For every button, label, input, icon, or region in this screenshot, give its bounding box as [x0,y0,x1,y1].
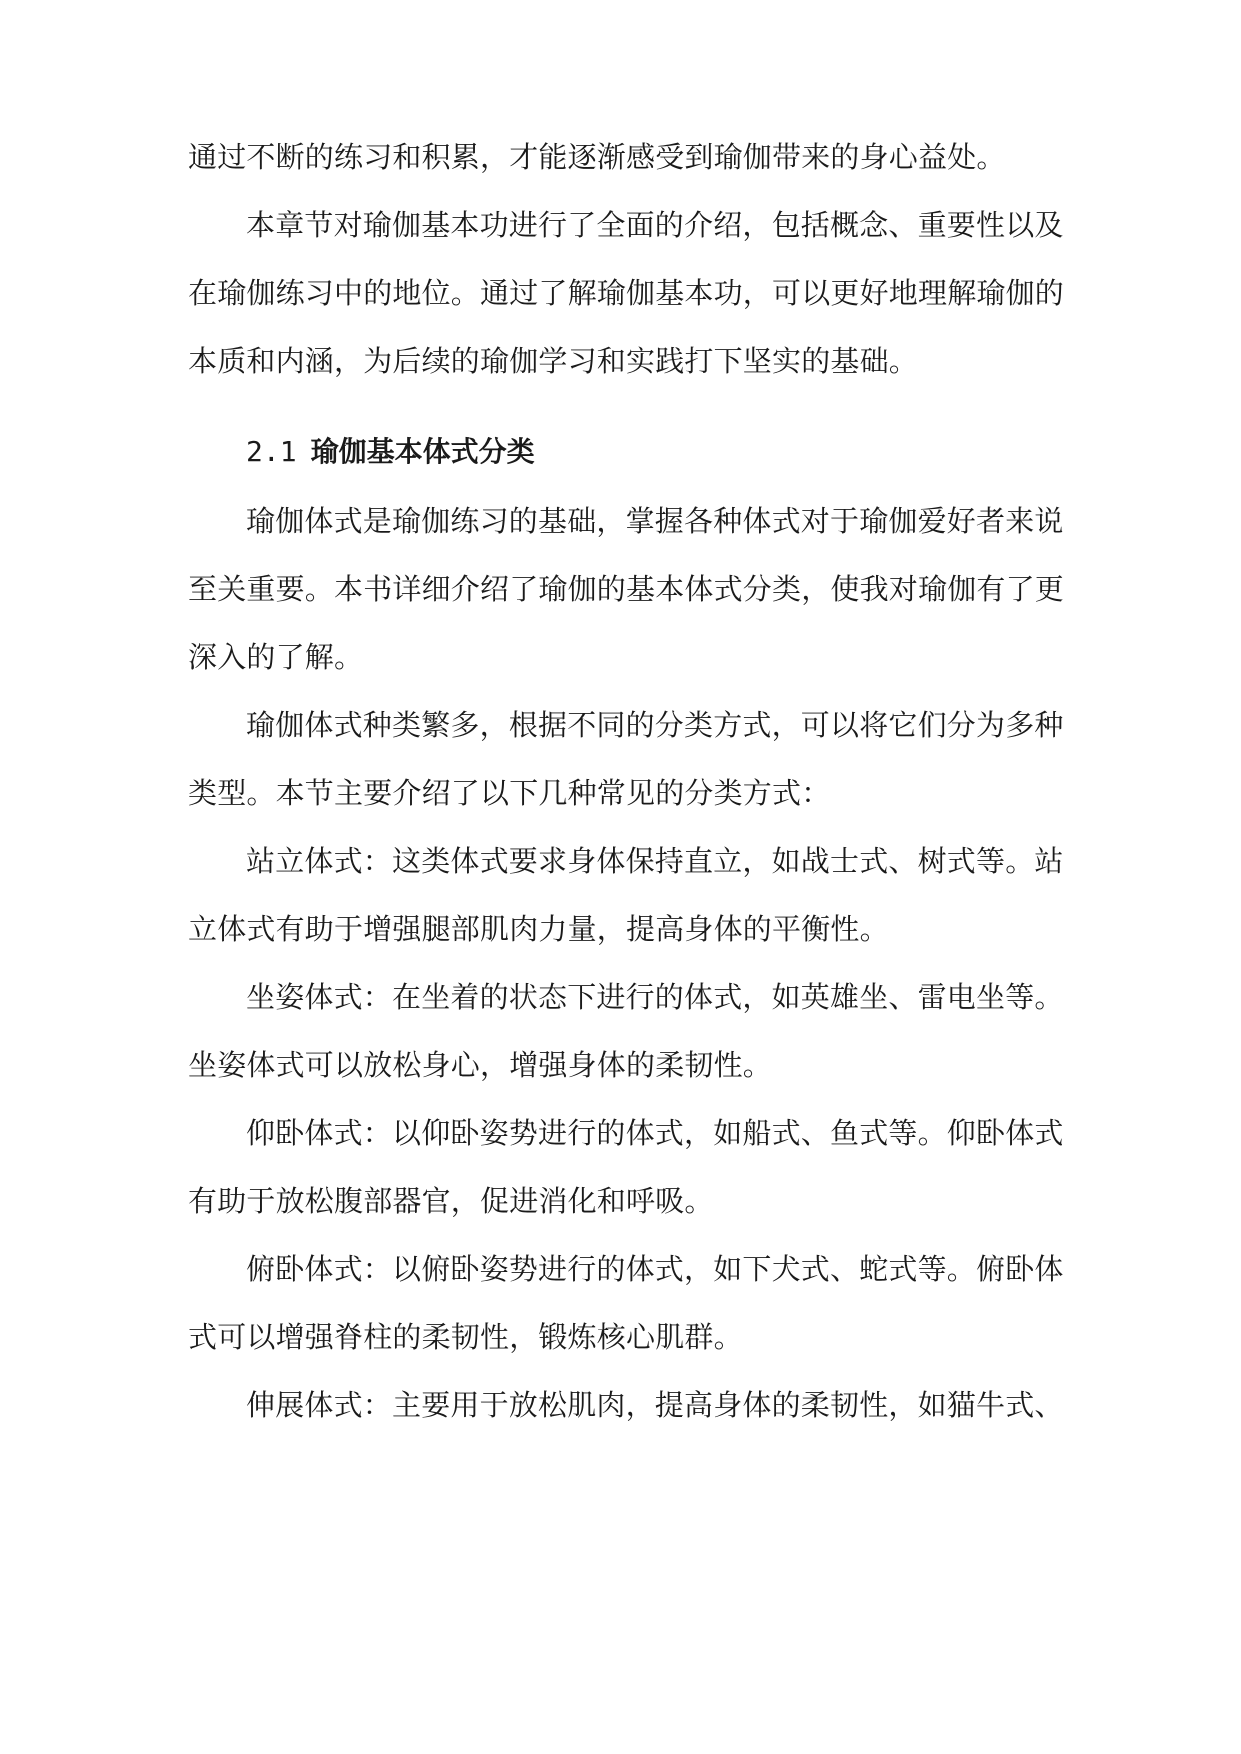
body-text-line: 立体式有助于增强腿部肌肉力量，提高身体的平衡性。 [188,912,889,946]
body-text-line: 俯卧体式：以俯卧姿势进行的体式，如下犬式、蛇式等。俯卧体 [246,1252,1064,1286]
body-text-line: 站立体式：这类体式要求身体保持直立，如战士式、树式等。站 [246,844,1064,878]
body-text-line: 本章节对瑜伽基本功进行了全面的介绍，包括概念、重要性以及 [246,208,1064,242]
body-text-line: 本质和内涵，为后续的瑜伽学习和实践打下坚实的基础。 [188,344,919,378]
body-text-line: 坐姿体式：在坐着的状态下进行的体式，如英雄坐、雷电坐等。 [246,980,1064,1014]
body-text-line: 有助于放松腹部器官，促进消化和呼吸。 [188,1184,714,1218]
body-text-line: 在瑜伽练习中的地位。通过了解瑜伽基本功，可以更好地理解瑜伽的 [188,276,1065,310]
body-text-line: 类型。本节主要介绍了以下几种常见的分类方式： [188,776,831,810]
body-text-line: 伸展体式：主要用于放松肌肉，提高身体的柔韧性，如猫牛式、 [246,1388,1064,1422]
section-title: 瑜伽基本体式分类 [310,435,535,468]
body-text-line: 瑜伽体式是瑜伽练习的基础，掌握各种体式对于瑜伽爱好者来说 [246,504,1064,538]
section-number: 2.1 [246,435,297,468]
body-text-line: 仰卧体式：以仰卧姿势进行的体式，如船式、鱼式等。仰卧体式 [246,1116,1064,1150]
body-text-line: 坐姿体式可以放松身心，增强身体的柔韧性。 [188,1048,773,1082]
body-text-line: 式可以增强脊柱的柔韧性，锻炼核心肌群。 [188,1320,743,1354]
body-text-line: 瑜伽体式种类繁多，根据不同的分类方式，可以将它们分为多种 [246,708,1064,742]
body-text-line: 至关重要。本书详细介绍了瑜伽的基本体式分类，使我对瑜伽有了更 [188,572,1065,606]
section-heading [188,433,535,471]
body-text-line: 通过不断的练习和积累，才能逐渐感受到瑜伽带来的身心益处。 [188,140,1006,174]
body-text-line: 深入的了解。 [188,640,364,674]
